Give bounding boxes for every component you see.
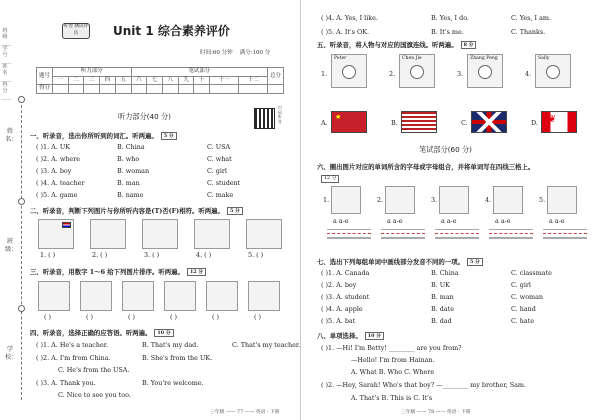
q7-option: C. classmate [511, 269, 552, 277]
q6-letter-choices: a a-e [441, 217, 457, 225]
q1-option: C. girl [207, 167, 227, 175]
q1-option: ( )5. A. game [36, 191, 78, 199]
question-number-cell: 四 [100, 76, 116, 85]
q2-answer-blank: 5. ( ) [248, 251, 264, 259]
q1-option: C. USA [207, 143, 231, 151]
qnum-label: 题号 [37, 68, 53, 85]
q6-picture [439, 186, 469, 214]
q5-title-text: 五、听录音，将人物与对应的国旗连线。听两遍。 [317, 41, 458, 49]
q4-option: B. That's my dad. [142, 341, 199, 349]
q8-line: ( )2. —Hey, Sarah! Who's that boy? —________ my brother, Sam. [321, 381, 527, 389]
listening-head: 听力部分 [53, 68, 132, 77]
score-label: 得分 [37, 85, 53, 94]
q1-title [30, 132, 177, 140]
written-section-title: 笔试部分(60 分) [419, 145, 472, 154]
q2-answer-blank: 1. ( ) [40, 251, 56, 259]
q2-picture [142, 219, 178, 249]
question-number-cell: 五 [115, 76, 131, 85]
q1-option: B. man [117, 179, 140, 187]
q2-picture [194, 219, 230, 249]
face-icon [546, 65, 560, 79]
q3-order-blank: ( ) [86, 313, 94, 321]
q1-option: B. woman [117, 167, 150, 175]
q3-order-blank: ( ) [212, 313, 220, 321]
q4-title [30, 329, 174, 337]
q8-line: —Hello! I'm from Hainan. [351, 356, 435, 364]
q6-number: 2. [377, 196, 384, 204]
q1-title-text: 一、听录音，选出你所听到的词汇。听两遍。 [30, 132, 158, 140]
qr-caption: 扫码听音 [278, 105, 282, 124]
face-icon [478, 65, 492, 79]
q4-option: ( )2. A. I'm from China. [36, 353, 111, 362]
q3-picture [164, 281, 196, 311]
page-footer-left: 三年级 —— 77 —— 英语 · 下册 [210, 410, 280, 416]
q6-number: 1. [323, 196, 330, 204]
q5-person-number: 4. [525, 70, 532, 78]
q4-option: C. That's my teacher. [232, 341, 301, 349]
binding-strip: 班级____ 学号____ 姓名____ 得分____ [1, 28, 12, 100]
q2-picture [246, 219, 282, 249]
written-head: 笔试部分 [131, 68, 267, 77]
q3-picture [206, 281, 238, 311]
q6-letter-choices: a a-e [549, 217, 565, 225]
q2-title [30, 207, 243, 215]
q4-option: C. He's from the USA. [58, 366, 130, 374]
q2-answer-blank: 2. ( ) [92, 251, 108, 259]
q4-option: C. Nice to see you too. [58, 391, 131, 399]
q6-points-line [321, 175, 339, 183]
q3-title-text: 三、听录音，用数字 1～6 给下列图片排序。听两遍。 [30, 268, 184, 276]
q7-option: C. hand [511, 305, 536, 313]
q8-title [317, 332, 384, 340]
question-number-cell: 二 [68, 76, 84, 85]
q8-line: A. That's B. This is C. It's [351, 394, 433, 402]
q5-person-picture [535, 54, 571, 88]
writing-lines [327, 229, 371, 239]
q5-person-picture [467, 54, 503, 88]
q7-option: C. woman [511, 293, 544, 301]
q7-option: B. UK [431, 281, 450, 289]
uk-flag [471, 111, 507, 133]
q5-flag-letter: C. [461, 119, 468, 127]
binding-hole [18, 96, 25, 103]
face-icon [410, 65, 424, 79]
q8-line: A. What B. Who C. Where [351, 368, 435, 376]
q5-person-name: Chen Jie [402, 56, 422, 61]
q7-option: ( )2. A. boy [321, 281, 357, 289]
q4-option: ( )3. A. Thank you. [36, 378, 96, 387]
cut-line [21, 100, 22, 400]
q7-title-text: 七、选出下列每组单词中画线部分发音不同的一项。 [317, 258, 464, 266]
q6-letter-choices: a a-e [387, 217, 403, 225]
q4-option: ( )4. A. Yes, I like. [321, 14, 378, 22]
q5-title [317, 41, 476, 49]
q5-points: 8 分 [461, 41, 477, 49]
q4-points: 10 分 [154, 329, 173, 337]
q3-order-blank: ( ) [44, 313, 52, 321]
q6-number: 4. [485, 196, 492, 204]
total-label: 总分 [268, 68, 284, 85]
q7-option: B. dad [431, 317, 452, 325]
question-number-cell: 十二 [238, 76, 267, 85]
q1-option: B. who [117, 155, 140, 163]
q7-option: ( )4. A. apple [321, 305, 363, 313]
q1-option: ( )2. A. where [36, 155, 81, 163]
q7-option: B. date [431, 305, 455, 313]
question-number-cell: 十 [194, 76, 210, 85]
writing-lines [381, 229, 425, 239]
q4-option: ( )1. A. He's a teacher. [36, 341, 109, 349]
q6-number: 5. [539, 196, 546, 204]
q5-flag-letter: A. [321, 119, 328, 127]
full-score: 满分:100 分 [239, 50, 271, 56]
binding-hole [18, 198, 25, 205]
q4-option: C. Thanks. [511, 28, 546, 36]
q6-points: 12 分 [321, 175, 339, 183]
q4-option: C. Yes, I am. [511, 14, 551, 22]
writing-lines [489, 229, 533, 239]
name-label: 姓名： [5, 128, 18, 143]
listening-section-title: 听力部分(40 分) [118, 112, 171, 121]
q4-title-text: 四、听录音，选择正确的应答语。听两遍。 [30, 329, 152, 337]
q7-option: C. girl [511, 281, 531, 289]
time-info [200, 50, 270, 57]
brand-badge: 好卷 测试评估 [62, 23, 90, 39]
face-icon [342, 65, 356, 79]
right-page [300, 0, 600, 420]
q4-option: ( )5. A. It's OK. [321, 28, 370, 36]
q3-picture [122, 281, 154, 311]
qr-code [254, 108, 275, 129]
q3-order-blank: ( ) [170, 313, 178, 321]
q5-person-picture [331, 54, 367, 88]
q4-option: B. She's from the UK. [142, 353, 213, 362]
q6-letter-choices: a a-e [495, 217, 511, 225]
q1-option: ( )3. A. boy [36, 167, 72, 175]
q1-option: ( )4. A. teacher [36, 179, 85, 187]
q7-option: B. man [431, 293, 454, 301]
q1-option: ( )1. A. UK [36, 143, 70, 151]
q2-title-text: 二、听录音，判断下列图片与你所听内容是(T)否(F)相符。听两遍。 [30, 207, 224, 215]
q3-points: 12 分 [187, 268, 206, 276]
q1-option: B. China [117, 143, 145, 151]
binding-hole [18, 305, 25, 312]
q3-picture [38, 281, 70, 311]
q6-title [317, 163, 534, 171]
question-number-cell: 三 [84, 76, 100, 85]
q7-option: C. hate [511, 317, 535, 325]
q4-option: B. It's me. [431, 28, 464, 36]
q8-line: ( )1. —Hi! I'm Betty! ________ are you from? [321, 344, 462, 352]
time-limit: 时间:60 分钟 [200, 50, 233, 56]
page-footer-right: 三年级 —— 78 —— 英语 · 下册 [401, 410, 471, 416]
q5-person-name: Zhang Peng [470, 56, 498, 61]
q8-title-text: 八、单项选择。 [317, 332, 362, 340]
class-label: 班级： [5, 238, 18, 253]
q2-answer-blank: 3. ( ) [144, 251, 160, 259]
q8-points: 10 分 [365, 332, 384, 340]
q2-answer-blank: 4. ( ) [196, 251, 212, 259]
q5-flag-letter: B. [391, 119, 398, 127]
q6-title-text: 六、圈出图片对应的单词所含的字母或字母组合，并将单词写在四线三格上。 [317, 163, 535, 171]
q2-picture [90, 219, 126, 249]
q7-option: ( )3. A. student [321, 293, 370, 301]
uk-flag-mark [62, 222, 71, 228]
q7-option: ( )5. A. bat [321, 317, 356, 325]
q1-option: C. make [207, 191, 234, 199]
q5-flag-letter: D. [531, 119, 538, 127]
q5-person-name: Peter [334, 56, 347, 61]
usa-flag [401, 111, 437, 133]
q6-picture [493, 186, 523, 214]
q3-order-blank: ( ) [128, 313, 136, 321]
question-number-cell: 一 [53, 76, 69, 85]
question-number-cell: 十一 [210, 76, 239, 85]
q5-person-number: 2. [389, 70, 396, 78]
question-number-cell: 九 [178, 76, 194, 85]
q1-option: C. what [207, 155, 232, 163]
q6-picture [331, 186, 361, 214]
q5-person-number: 1. [321, 70, 328, 78]
q6-picture [547, 186, 577, 214]
question-number-cell: 七 [147, 76, 163, 85]
q3-picture [80, 281, 112, 311]
canada-flag [541, 111, 577, 133]
q5-person-picture [399, 54, 435, 88]
q7-option: ( )1. A. Canada [321, 269, 370, 277]
q1-points: 5 分 [161, 132, 177, 140]
q7-points: 5 分 [467, 258, 483, 266]
q7-option: B. China [431, 269, 459, 277]
q5-person-name: Sally [538, 56, 550, 61]
question-number-cell: 六 [131, 76, 147, 85]
q6-number: 3. [431, 196, 438, 204]
q5-person-number: 3. [457, 70, 464, 78]
star-icon: ★ [335, 113, 342, 121]
q6-letter-choices: a a-e [333, 217, 349, 225]
q3-picture [248, 281, 280, 311]
q4-option: B. Yes, I do. [431, 14, 469, 22]
score-table [36, 67, 284, 94]
q2-points: 5 分 [227, 207, 243, 215]
q1-option: C. student [207, 179, 241, 187]
writing-lines [543, 229, 587, 239]
q3-title [30, 268, 206, 276]
q6-picture [385, 186, 415, 214]
question-number-cell: 八 [162, 76, 178, 85]
writing-lines [435, 229, 479, 239]
maple-leaf-icon: ❦ [548, 114, 557, 125]
q7-title [317, 258, 483, 266]
q1-option: B. name [117, 191, 144, 199]
q4-option: B. You're welcome. [142, 378, 204, 387]
school-label: 学校： [5, 346, 18, 361]
q3-order-blank: ( ) [254, 313, 262, 321]
page-title: Unit 1 综合素养评价 [113, 24, 230, 38]
